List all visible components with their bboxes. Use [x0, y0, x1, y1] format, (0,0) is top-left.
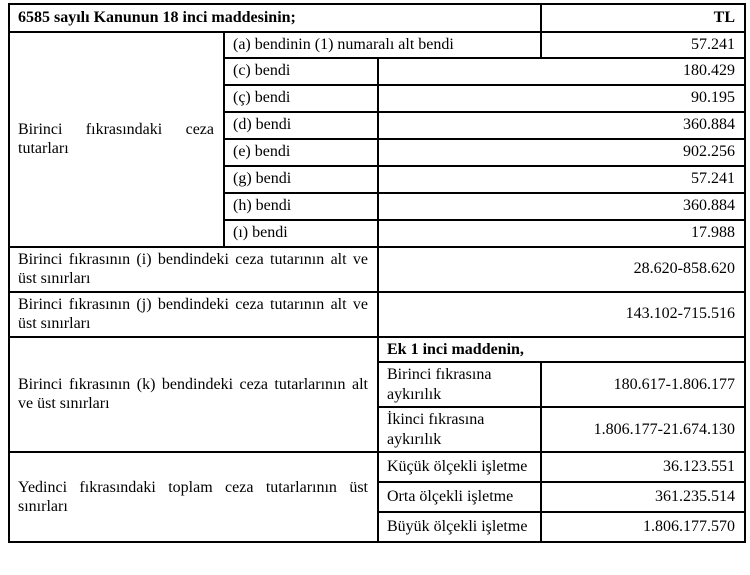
table-row — [9, 337, 745, 363]
row-label: (ç) bendi — [224, 85, 378, 112]
row-label: (ı) bendi — [224, 220, 378, 247]
row-label: Büyük ölçekli işletme — [378, 512, 541, 542]
row-value: 1.806.177-21.674.130 — [541, 407, 745, 452]
table-row — [9, 452, 745, 482]
currency-header: TL — [541, 4, 745, 32]
row-value: 57.241 — [541, 32, 745, 58]
row-label: (c) bendi — [224, 58, 378, 85]
row-value: 17.988 — [378, 220, 745, 247]
row-label: Orta ölçekli işletme — [378, 482, 541, 512]
table-row — [9, 292, 745, 337]
table-row — [9, 4, 745, 32]
i-row-label: Birinci fıkrasının (i) bendindeki ceza tutarının alt ve üst sınırları — [9, 247, 378, 292]
row-value: 180.429 — [378, 58, 745, 85]
penalty-table — [8, 3, 746, 543]
row-label: (g) bendi — [224, 166, 378, 193]
row-label: Birinci fıkrasına aykırılık — [378, 362, 541, 407]
row-label: (a) bendinin (1) numaralı alt bendi — [224, 32, 541, 58]
table-row — [9, 247, 745, 292]
j-row-value: 143.102-715.516 — [378, 292, 745, 337]
table-row — [9, 32, 745, 58]
row-label: İkinci fıkrasına aykırılık — [378, 407, 541, 452]
row-value: 90.195 — [378, 85, 745, 112]
k-group-label: Birinci fıkrasının (k) bendindeki ceza tutarlarının alt ve üst sınırları — [9, 337, 378, 453]
row-label: Küçük ölçekli işletme — [378, 452, 541, 482]
ek-madde-subheader: Ek 1 inci maddenin, — [378, 337, 745, 363]
row-label: (e) bendi — [224, 139, 378, 166]
i-row-value: 28.620-858.620 — [378, 247, 745, 292]
yedinci-group-label: Yedinci fıkrasındaki toplam ceza tutarlarının üst sınırları — [9, 452, 378, 542]
row-label: (d) bendi — [224, 112, 378, 139]
row-value: 57.241 — [378, 166, 745, 193]
row-label: (h) bendi — [224, 193, 378, 220]
row-value: 360.884 — [378, 112, 745, 139]
row-value: 180.617-1.806.177 — [541, 362, 745, 407]
row-value: 361.235.514 — [541, 482, 745, 512]
row-value: 1.806.177.570 — [541, 512, 745, 542]
j-row-label: Birinci fıkrasının (j) bendindeki ceza tutarının alt ve üst sınırları — [9, 292, 378, 337]
row-value: 36.123.551 — [541, 452, 745, 482]
row-value: 902.256 — [378, 139, 745, 166]
birinci-fikra-group-label: Birinci fıkrasındaki ceza tutarları — [9, 32, 224, 247]
table-title: 6585 sayılı Kanunun 18 inci maddesinin; — [9, 4, 541, 32]
row-value: 360.884 — [378, 193, 745, 220]
